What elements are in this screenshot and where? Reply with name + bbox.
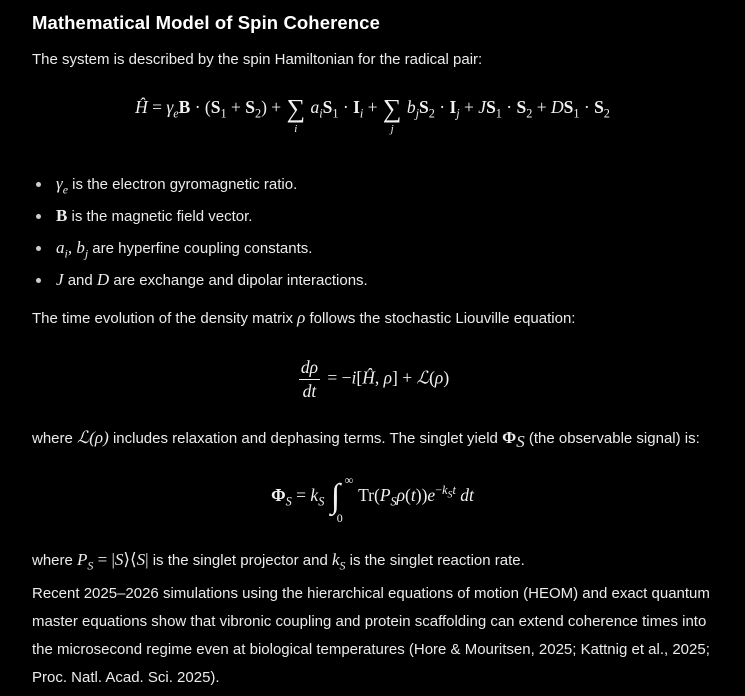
list-item: $a_i$, $b_j$ are hyperfine coupling constants. [36,234,368,266]
list-item: J and D are exchange and dipolar interactions. [36,266,368,298]
page-title: Mathematical Model of Spin Coherence [32,12,380,33]
parameter-list [36,170,368,298]
list-item: B is the magnetic field vector. [36,202,368,234]
bullet-dot [36,182,41,187]
bullet-dot [36,214,41,219]
bullet-dot [36,246,41,251]
liouville-equation: $\frac{d\rho}{dt}$ = −i[Ĥ, ρ] + ℒ(ρ) [300,357,450,401]
summary-line: Recent 2025–2026 simulations using the hierarchical equations of motion (HEOM) and exact quantum [32,585,710,602]
list-item: $\gamma_e$ is the electron gyromagnetic ratio. [36,170,368,202]
intro-paragraph: The system is described by the spin Hamiltonian for the radical pair: [32,51,483,68]
hamiltonian-equation: Ĥ = $\gamma_eB \cdot (S_1 + S_2)$ + ∑ i $a_iS_1 \cdot I_i$ + ∑ j $b_jS_2 \cdot I_j + JS_1 \cdot S_2 + DS_1 \cdot S_2$ [135,94,610,135]
summary-line: the microsecond regime even at biological temperatures (Hore & Mouritsen, 2025; Kattnig et al., 2025; [32,641,710,658]
evolution-paragraph: The time evolution of the density matrix ρ follows the stochastic Liouville equation: [32,308,576,327]
singlet-yield-equation: $\Phi_S = k_S$ ∫ ∞ 0 $Tr(P_S\rho(t))e^{-k_St}$ dt [271,473,474,525]
projector-paragraph: where $P_S$ = |S⟩⟨S| is the singlet projector and $k_S$ is the singlet reaction rate. [32,550,525,573]
summary-line: Proc. Natl. Acad. Sci. 2025). [32,669,220,686]
bullet-dot [36,278,41,283]
summary-line: master equations show that vibronic coupling and protein scaffolding can extend coherence times into [32,613,707,630]
relaxation-paragraph: where ℒ(ρ) includes relaxation and dephasing terms. The singlet yield $\Phi_S$ (the observable signal) is: [32,428,700,451]
summary-paragraph [32,580,710,692]
